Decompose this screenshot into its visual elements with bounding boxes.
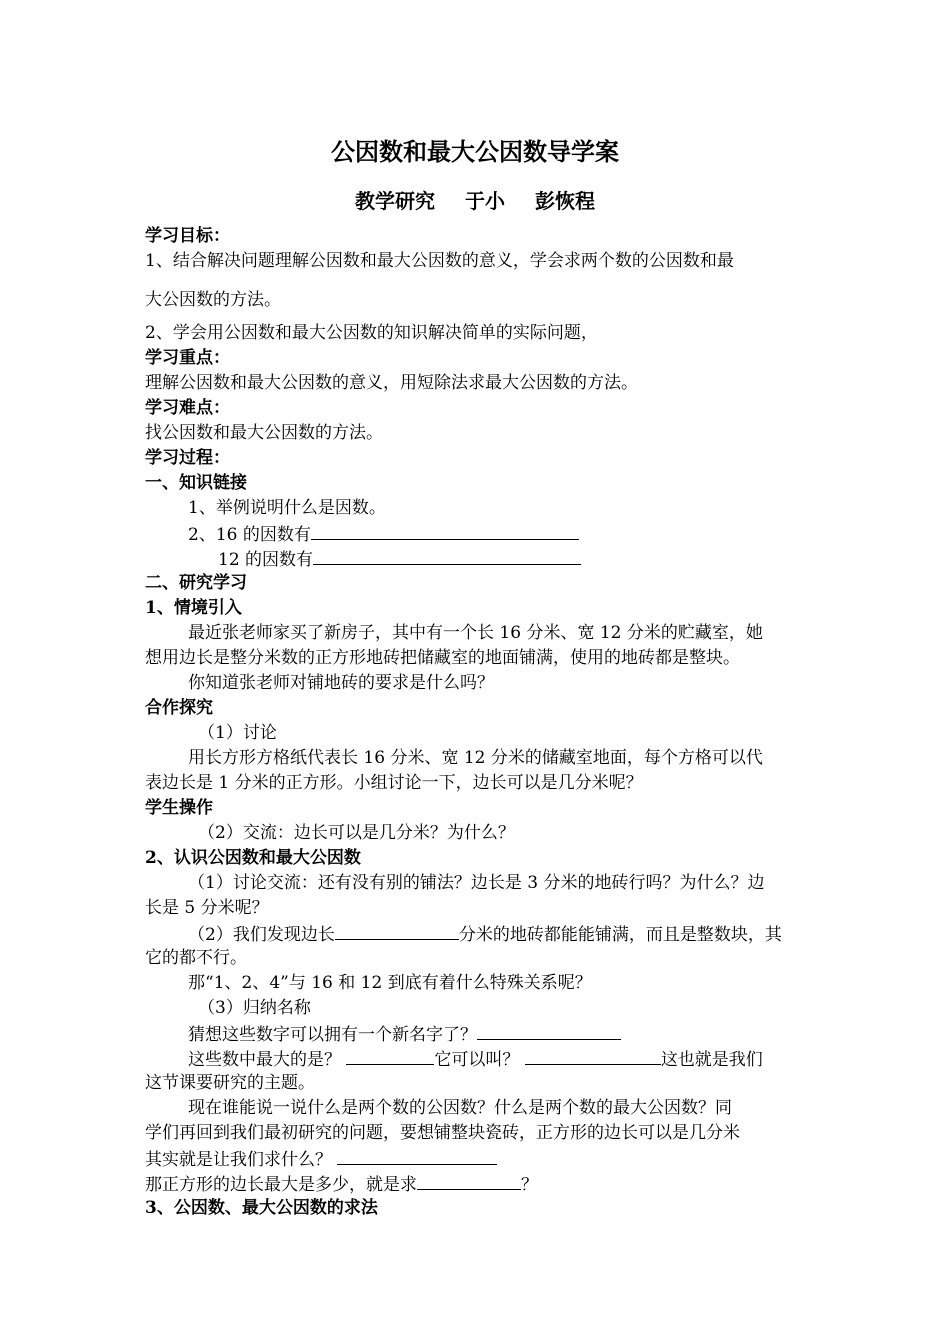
exchange-label: （2）交流：边长可以是几分米？为什么？ [198, 823, 515, 843]
author-unit: 教学研究 [355, 189, 435, 213]
paragraph-4-line-1 [188, 921, 782, 947]
answer-blank[interactable] [335, 921, 459, 940]
paragraph-8-line-2: 学们再回到我们最初研究的问题，要想铺整块瓷砖，正方形的边长可以是几分米 [145, 1123, 740, 1143]
paragraph-3-line-1: （1）讨论交流：还有没有别的铺法？边长是 3 分米的地砖行吗？为什么？边 [188, 873, 765, 893]
answer-blank[interactable] [337, 1146, 497, 1165]
document-title: 公因数和最大公因数导学案 [331, 137, 619, 166]
part1-question-2 [188, 521, 579, 547]
paragraph-4-part-1: （2）我们发现边长 [188, 925, 335, 945]
paragraph-9-part-2: ？ [521, 1175, 538, 1195]
paragraph-7-line-1 [188, 1046, 763, 1072]
paragraph-6 [188, 1021, 621, 1047]
paragraph-7-part-3: 这也就是我们 [660, 1050, 763, 1070]
answer-blank[interactable] [346, 1046, 434, 1065]
answer-blank[interactable] [313, 546, 581, 565]
paragraph-9-part-1: 那正方形的边长最大是多少，就是求 [145, 1175, 417, 1195]
section-1-heading: 1、情境引入 [145, 598, 242, 618]
goal-2: 2、学会用公因数和最大公因数的知识解决简单的实际问题， [145, 323, 598, 343]
paragraph-8-line-1: 现在谁能说一说什么是两个数的公因数？什么是两个数的最大公因数？同 [188, 1098, 732, 1118]
paragraph-4-line-2: 它的都不行。 [145, 948, 247, 968]
author-line [0, 187, 950, 215]
paragraph-4-part-2: 分米的地砖都能能铺满，而且是整数块，其 [458, 925, 782, 945]
part2-heading: 二、研究学习 [145, 573, 247, 593]
section-2-heading: 2、认识公因数和最大公因数 [145, 848, 361, 868]
paragraph-9 [145, 1171, 538, 1197]
goals-heading: 学习目标： [145, 226, 230, 246]
discussion-label: （1）讨论 [198, 723, 277, 743]
part1-heading: 一、知识链接 [145, 473, 247, 493]
goal-1-line-1: 1、结合解决问题理解公因数和最大公因数的意义，学会求两个数的公因数和最 [145, 251, 734, 271]
paragraph-7-line-2: 这节课要研究的主题。 [145, 1073, 315, 1093]
answer-blank[interactable] [525, 1046, 661, 1065]
paragraph-7-part-1: 这些数中最大的是？ [188, 1050, 341, 1070]
author-name: 彭恢程 [535, 189, 595, 213]
difficulty-heading: 学习难点： [145, 398, 230, 418]
paragraph-8-text: 其实就是让我们求什么？ [145, 1150, 332, 1170]
paragraph-1-line-3: 你知道张老师对铺地砖的要求是什么吗？ [188, 673, 494, 693]
operation-heading: 学生操作 [145, 798, 213, 818]
paragraph-7-part-2: 它可以叫？ [434, 1050, 520, 1070]
process-heading: 学习过程： [145, 448, 230, 468]
author-school: 于小 [465, 189, 505, 213]
part1-question-3-label: 12 的因数有 [218, 550, 314, 570]
paragraph-1-line-2: 想用边长是整分米数的正方形地砖把储藏室的地面铺满，使用的地砖都是整块。 [145, 648, 740, 668]
answer-blank[interactable] [311, 521, 579, 540]
part1-question-2-label: 2、16 的因数有 [188, 525, 311, 545]
answer-blank[interactable] [477, 1021, 621, 1040]
part1-question-1: 1、举例说明什么是因数。 [188, 498, 386, 518]
key-heading: 学习重点： [145, 348, 230, 368]
paragraph-8-line-3 [145, 1146, 497, 1172]
paragraph-2-line-2: 表边长是 1 分米的正方形。小组讨论一下，边长可以是几分米呢？ [145, 773, 643, 793]
key-text: 理解公因数和最大公因数的意义，用短除法求最大公因数的方法。 [145, 373, 638, 393]
difficulty-text: 找公因数和最大公因数的方法。 [145, 423, 383, 443]
paragraph-5: 那“1、2、4”与 16 和 12 到底有着什么特殊关系呢？ [188, 973, 592, 993]
answer-blank[interactable] [417, 1171, 521, 1190]
summary-label: （3）归纳名称 [198, 998, 311, 1018]
paragraph-2-line-1: 用长方形方格纸代表长 16 分米、宽 12 分米的储藏室地面，每个方格可以代 [188, 748, 763, 768]
paragraph-3-line-2: 长是 5 分米呢？ [145, 898, 269, 918]
part1-question-3 [218, 546, 581, 572]
paragraph-1-line-1: 最近张老师家买了新房子，其中有一个长 16 分米、宽 12 分米的贮藏室，她 [188, 623, 763, 643]
section-3-heading: 3、公因数、最大公因数的求法 [145, 1198, 378, 1218]
goal-1-line-2: 大公因数的方法。 [145, 290, 281, 310]
paragraph-6-text: 猜想这些数字可以拥有一个新名字了？ [188, 1025, 477, 1045]
cooperation-heading: 合作探究 [145, 698, 213, 718]
